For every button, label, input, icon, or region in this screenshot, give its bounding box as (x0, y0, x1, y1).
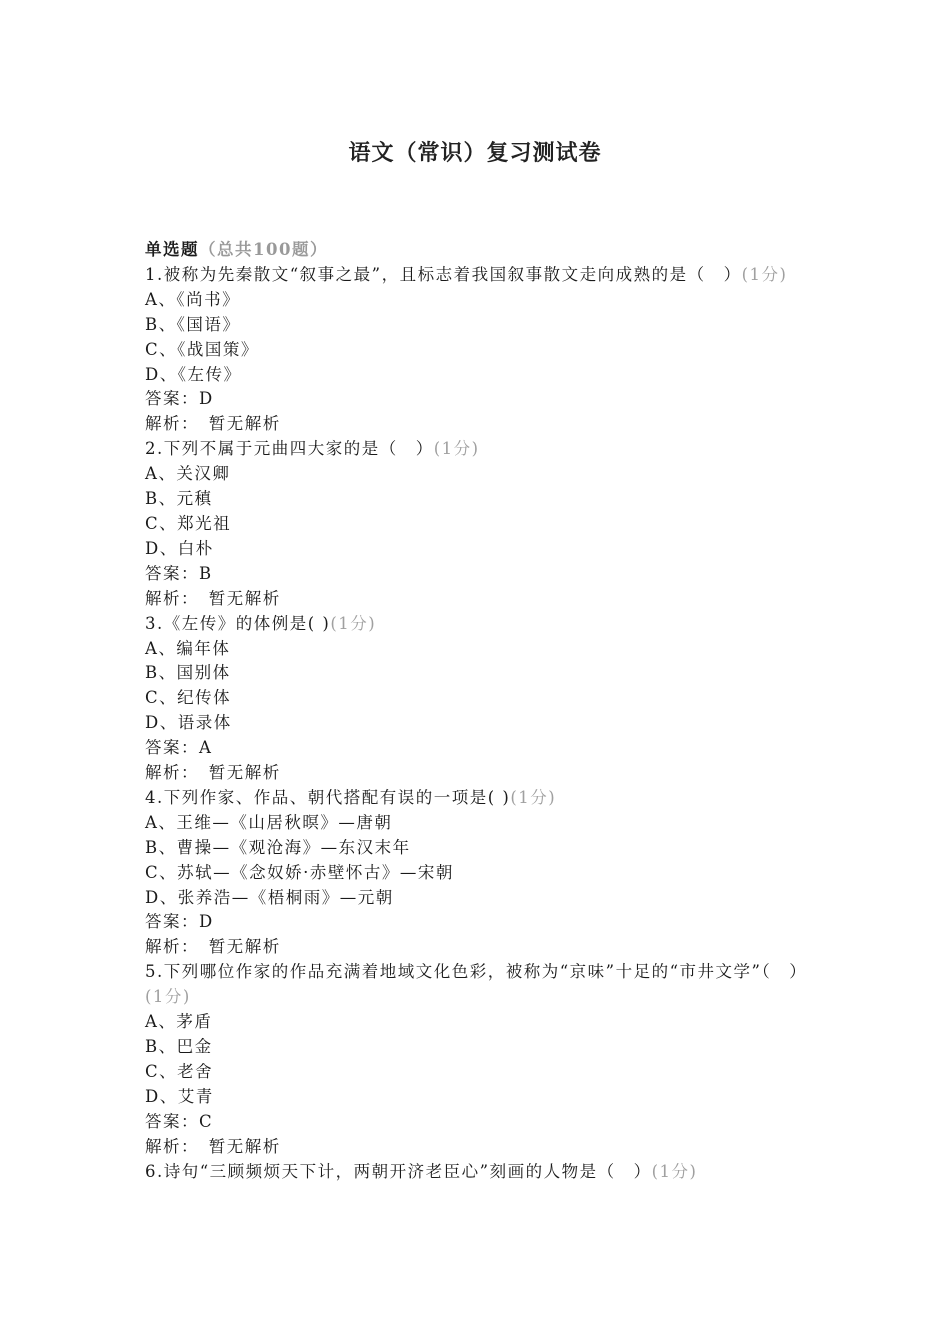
question-block (145, 437, 810, 611)
section-header (145, 238, 810, 263)
question-block (145, 960, 810, 1159)
question-stem (145, 960, 810, 1010)
section-note: （总共100题） (199, 240, 328, 259)
option-item: B、曹操—《观沧海》—东汉末年 (145, 837, 411, 857)
option-item: C、郑光祖 (145, 513, 232, 533)
question-text: 1.被称为先秦散文“叙事之最”，且标志着我国叙事散文走向成熟的是（ ） (145, 264, 742, 284)
option-item: B、《国语》 (145, 314, 241, 334)
question-score: (1分) (433, 439, 480, 459)
analysis-line: 解析： 暂无解析 (145, 937, 281, 957)
option-item: D、白朴 (145, 538, 214, 558)
option-item: A、编年体 (145, 638, 231, 658)
page-title: 语文（常识）复习测试卷 (348, 140, 602, 166)
option-item: A、王维—《山居秋暝》—唐朝 (145, 812, 393, 832)
question-score: (1分) (510, 787, 557, 807)
analysis-line: 解析： 暂无解析 (145, 588, 281, 608)
analysis-line: 解析： 暂无解析 (145, 414, 281, 434)
question-block (145, 1160, 810, 1185)
question-score: (1分) (145, 987, 191, 1007)
analysis-line: 解析： 暂无解析 (145, 1136, 281, 1156)
analysis-line: 解析： 暂无解析 (145, 763, 281, 783)
question-score: (1分) (651, 1161, 698, 1181)
question-stem (145, 612, 810, 637)
question-stem (145, 1160, 810, 1185)
question-score: (1分) (741, 264, 788, 284)
answer-line: 答案：C (145, 1111, 214, 1131)
question-score: (1分) (330, 613, 377, 633)
option-item: D、艾青 (145, 1086, 214, 1106)
option-item: C、纪传体 (145, 688, 232, 708)
section-heading: 单选题 (145, 240, 199, 259)
question-text: 3.《左传》的体例是( ) (145, 613, 331, 633)
option-item: A、茅盾 (145, 1012, 213, 1032)
option-item: D、张养浩—《梧桐雨》—元朝 (145, 887, 394, 907)
option-item: A、《尚书》 (145, 289, 241, 309)
question-text: 6.诗句“三顾频烦天下计，两朝开济老臣心”刻画的人物是（ ） (145, 1161, 652, 1181)
question-stem (145, 786, 810, 811)
answer-line: 答案：D (145, 912, 214, 932)
option-item: D、语录体 (145, 713, 232, 733)
option-item: C、苏轼—《念奴娇·赤壁怀古》—宋朝 (145, 862, 454, 882)
option-item: A、关汉卿 (145, 464, 231, 484)
option-item: C、老舍 (145, 1061, 214, 1081)
question-block (145, 786, 810, 960)
question-text: 5.下列哪位作家的作品充满着地域文化色彩，被称为“京味”十足的“市井文学”（ ） (145, 962, 808, 982)
question-list (145, 238, 810, 1184)
option-item: B、元稹 (145, 489, 213, 509)
answer-line: 答案：D (145, 389, 214, 409)
question-stem (145, 263, 810, 288)
option-item: C、《战国策》 (145, 339, 259, 359)
option-item: D、《左传》 (145, 364, 242, 384)
question-block (145, 612, 810, 786)
question-block (145, 263, 810, 437)
question-text: 2.下列不属于元曲四大家的是（ ） (145, 439, 434, 459)
option-item: B、国别体 (145, 663, 231, 683)
answer-line: 答案：A (145, 738, 213, 758)
question-text: 4.下列作家、作品、朝代搭配有误的一项是( ) (145, 787, 511, 807)
answer-line: 答案：B (145, 563, 213, 583)
question-stem (145, 437, 810, 462)
option-item: B、巴金 (145, 1037, 213, 1056)
